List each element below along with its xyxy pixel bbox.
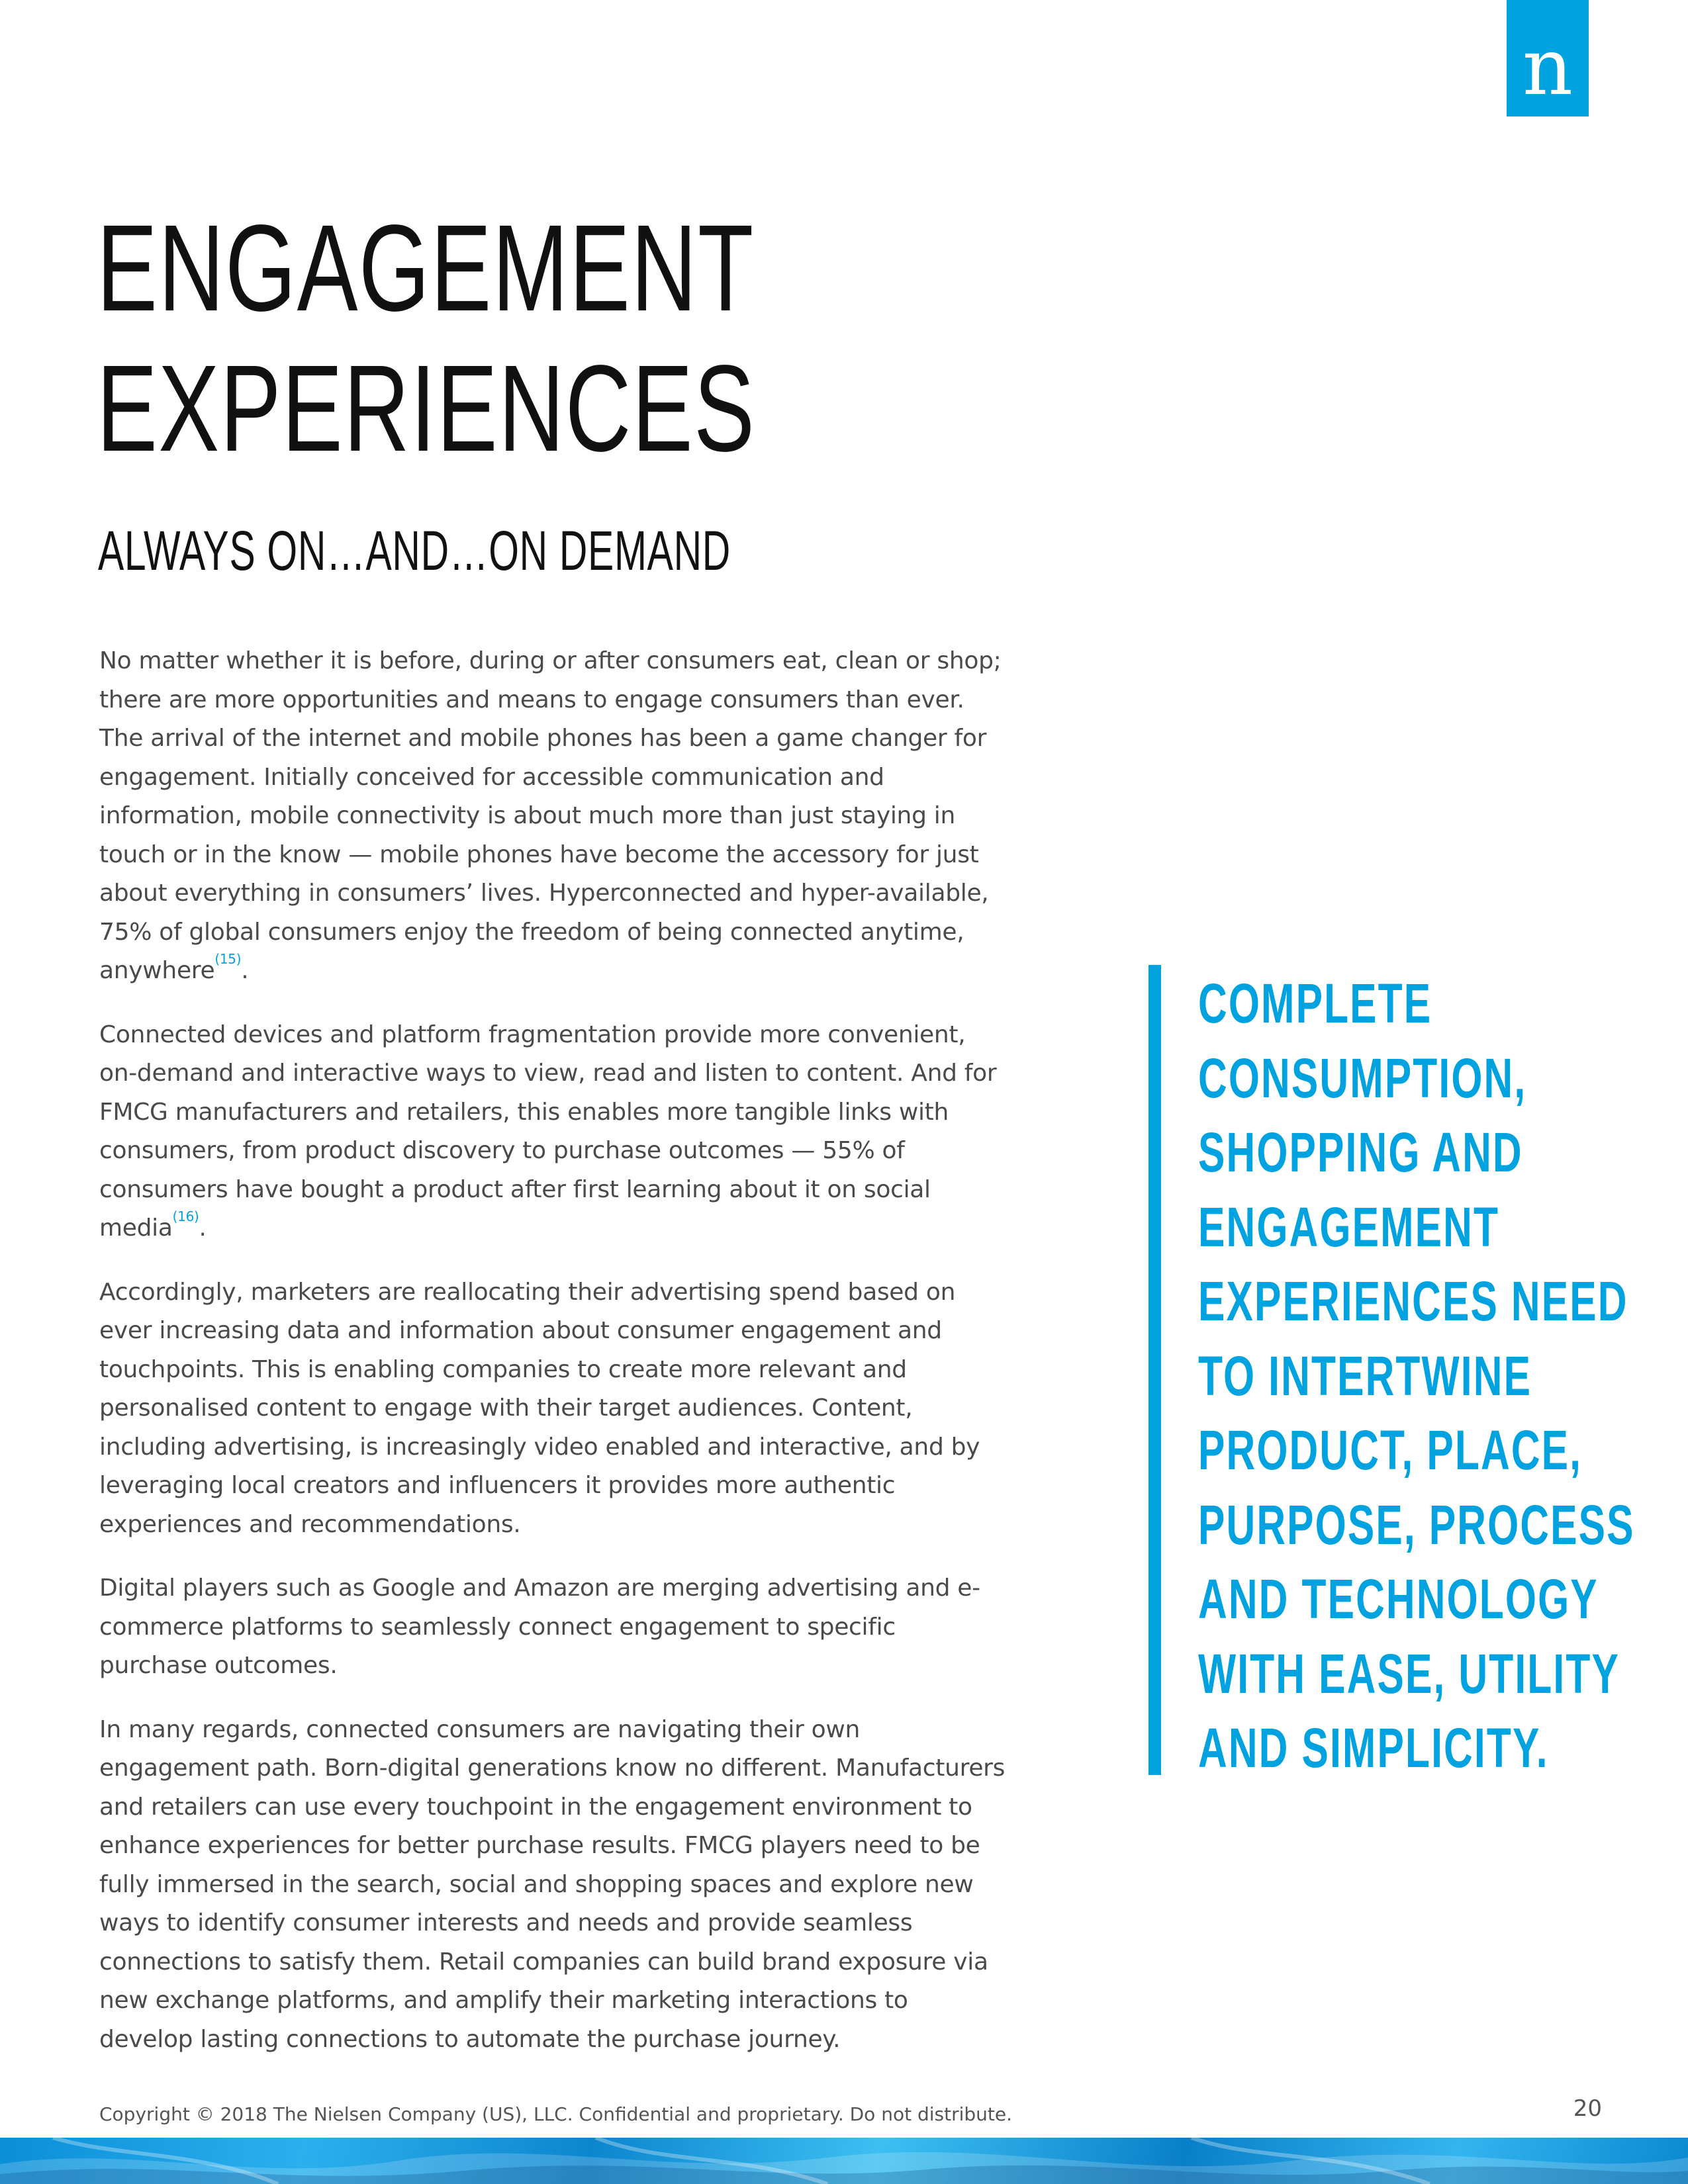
pull-quote-line: PURPOSE, PROCESS — [1198, 1493, 1635, 1556]
nielsen-logo — [1507, 0, 1589, 116]
pull-quote-line: SHOPPING AND — [1198, 1121, 1523, 1183]
copyright-notice: Copyright © 2018 The Nielsen Company (US), LLC. Confidential and proprietary. Do not distribute. — [99, 2103, 1012, 2125]
pull-quote-line: ENGAGEMENT — [1198, 1195, 1500, 1258]
page-title — [97, 199, 755, 479]
logo-letter: n — [1523, 21, 1573, 113]
footnote-ref-16: (16) — [172, 1208, 199, 1224]
pull-quote-line: COMPLETE — [1198, 972, 1432, 1034]
footer-wave-pattern — [0, 2138, 1688, 2184]
pull-quote-line: AND TECHNOLOGY — [1198, 1568, 1599, 1630]
paragraph-1: No matter whether it is before, during or after consumers eat, clean or shop; there are more opportunities and means to engage consumers than ever. The arrival of the internet and mobile phones has been a game changer for engagement. Initially conceived for accessible communication and information, mobile connectivity is about much more than just staying in touch or in the know — mobile phones have become the accessory for just about everything in consumers’ lives. Hyperconnected and hyper-available, 75% of global consumers enjoy the freedom of being connected anytime, anywhere$^{(15)}$. — [99, 647, 1002, 984]
pull-quote-line: AND SIMPLICITY. — [1198, 1717, 1549, 1779]
footnote-ref-15: (15) — [214, 951, 242, 967]
pull-quote-line: EXPERIENCES NEED — [1198, 1270, 1628, 1332]
pull-quote-line: WITH EASE, UTILITY — [1198, 1642, 1620, 1705]
pull-quote-line: TO INTERTWINE — [1198, 1344, 1532, 1407]
footer-decorative-band — [0, 2138, 1688, 2184]
paragraph-3: Accordingly, marketers are reallocating their advertising spend based on ever increasing data and information about consumer engagement and touchpoints. This is enabling companies to create more relevant and personalised content to engage with their target audiences. Content, including advertising, is increasingly video enabled and interactive, and by leveraging local creators and influencers it provides more authentic experiences and recommendations. — [99, 1278, 980, 1538]
body-text — [99, 642, 1006, 2084]
paragraph-2-text: Connected devices and platform fragmentation provide more convenient, on-demand and interactive ways to view, read and listen to content. And for FMCG manufacturers and retailers, this enables more tangible links with consumers, from product discovery to purchase outcomes — 55% of consumers have bought a product after first learning about it on social media — [99, 1021, 997, 1242]
pull-quote-line: PRODUCT, PLACE, — [1198, 1419, 1583, 1481]
paragraph-4: Digital players such as Google and Amazon are merging advertising and e-commerce platforms to seamlessly connect engagement to specific purchase outcomes. — [99, 1574, 980, 1679]
paragraph-1-text: No matter whether it is before, during or after consumers eat, clean or shop; there are more opportunities and means to engage consumers than ever. The arrival of the internet and mobile phones has been a game changer for engagement. Initially conceived for accessible communication and information, mobile connectivity is about much more than just staying in touch or in the know — mobile phones have become the accessory for just about everything in consumers’ lives. Hyperconnected and hyper-available, 75% of global consumers enjoy the freedom of being connected anytime, anywhere — [99, 647, 1002, 984]
paragraph-5: In many regards, connected consumers are navigating their own engagement path. Born-digital generations know no different. Manufacturers and retailers can use every touchpoint in the engagement environment to enhance experiences for better purchase results. FMCG players need to be fully immersed in the search, social and shopping spaces and explore new ways to identify consumer interests and needs and provide seamless connections to satisfy them. Retail companies can build brand exposure via new exchange platforms, and amplify their marketing interactions to develop lasting connections to automate the purchase journey. — [99, 1715, 1006, 2053]
pull-quote — [1198, 966, 1635, 1786]
section-subtitle: ALWAYS ON…AND…ON DEMAND — [98, 520, 731, 582]
title-line-1: ENGAGEMENT — [97, 200, 755, 337]
pull-quote-bar — [1149, 965, 1161, 1775]
page-number: 20 — [1573, 2095, 1602, 2122]
pull-quote-line: CONSUMPTION, — [1198, 1046, 1527, 1109]
paragraph-2: Connected devices and platform fragmentation provide more convenient, on-demand and interactive ways to view, read and listen to content. And for FMCG manufacturers and retailers, this enables more tangible links with consumers, from product discovery to purchase outcomes — 55% of consumers have bought a product after first learning about it on social media$^{(16)}$. — [99, 1021, 997, 1242]
title-line-2: EXPERIENCES — [97, 340, 756, 477]
